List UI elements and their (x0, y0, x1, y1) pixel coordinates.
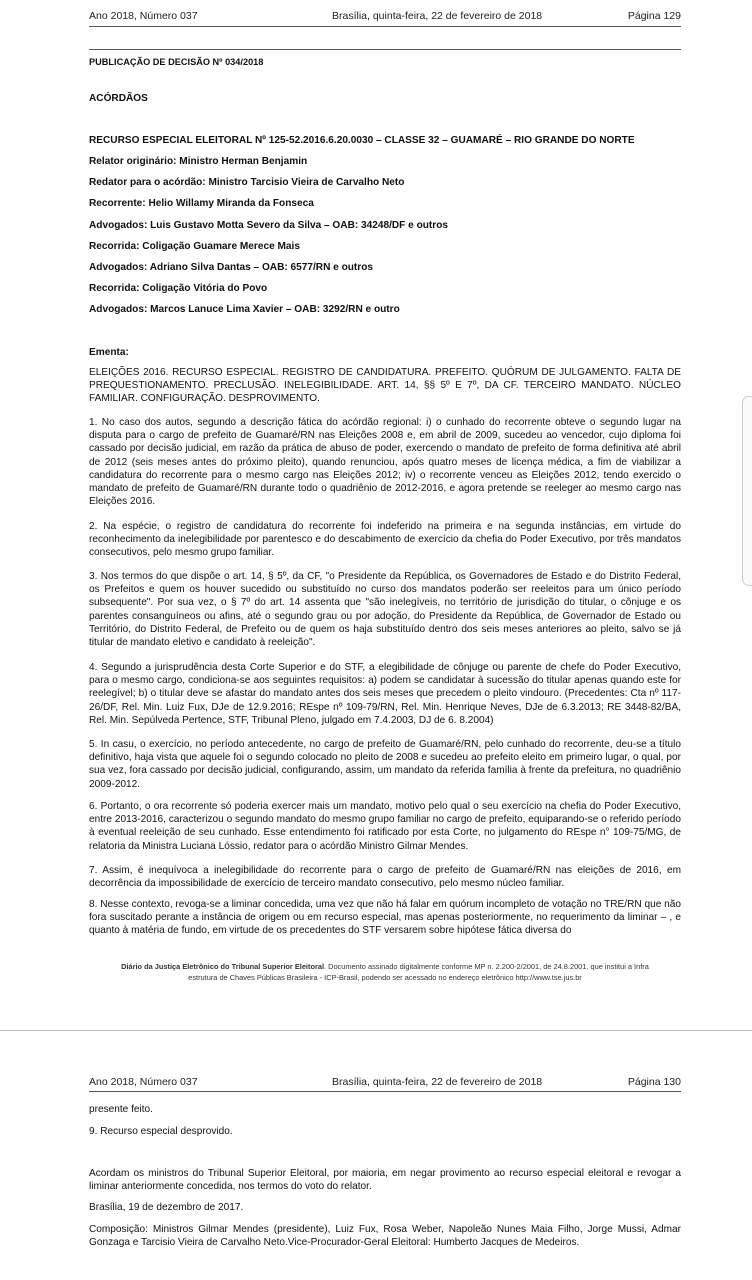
publication-title: PUBLICAÇÃO DE DECISÃO Nº 034/2018 (89, 57, 264, 67)
ementa-paragraph-1: 1. No caso dos autos, segundo a descrição fática do acórdão regional: i) o cunhado do recorrente obteve o segundo lugar na disputa para o cargo de prefeito de Guamaré/RN nas Eleições 2008 e, em abril de 2009, sucedeu ao vencedor, cujo diploma foi cassado por decisão judicial, em razão da prática de abuso de poder, exercendo o mandato de prefeito de forma definitiva até abril de 2012 (seis meses antes do próximo pleito), quando renunciou, após quatro meses de licença médica, a fim de viabilizar a candidatura do recorrente para o mesmo cargo nas Eleições 2012; iv) o recorrente venceu as Eleições 2012, tendo exercido o mandato de prefeito de Guamaré/RN durante todo o quadriênio de 2012-2016, e agora pretende se reeleger ao mesmo cargo nas Eleições 2016. (89, 417, 681, 508)
footer-journal-name: Diário da Justiça Eletrônico do Tribunal Superior Eleitoral (121, 962, 324, 971)
composition-paragraph: Composição: Ministros Gilmar Mendes (presidente), Luiz Fux, Rosa Weber, Napoleão Nunes Maia Filho, Jorge Mussi, Admar Gonzaga e Tarcisio Vieira de Carvalho Neto.Vice-Procurador-Geral Eleitoral: Humberto Jacques de Medeiros. (89, 1224, 681, 1249)
acordam-paragraph: Acordam os ministros do Tribunal Superior Eleitoral, por maioria, em negar provimento ao recurso especial eleitoral e revogar a liminar anteriormente concedida, nos termos do voto do relator. (89, 1168, 681, 1193)
footer-line-1 (95, 961, 675, 972)
ementa-paragraph-3: 3. Nos termos do que dispõe o art. 14, § 5º, da CF, "o Presidente da República, os Governadores de Estado e do Distrito Federal, os Prefeitos e quem os houver sucedido ou substituído no curso dos mandatos poderão ser reeleitos para um único período subsequente". Por sua vez, o § 7º do art. 14 assenta que "são inelegíveis, no território de jurisdição do titular, o cônjuge e os parentes consanguíneos ou afins, até o segundo grau ou por adoção, do Presidente da República, de Governador de Estado ou Território, do Distrito Federal, de Prefeito ou de quem os haja substituído dentro dos seis meses anteriores ao pleito, salvo se já titular de mandato eletivo e candidato à reeleição". (89, 571, 681, 649)
footer-line-2: estrutura de Chaves Públicas Brasileira - ICP-Brasil, podendo ser acessado no endereço eletrônico http://www.tse.jus.br (188, 973, 582, 982)
party-line: Recorrida: Coligação Guamare Merece Mais (89, 241, 300, 252)
ementa-paragraph-4: 4. Segundo a jurisprudência desta Corte Superior e do STF, a elegibilidade de cônjuge ou parente de chefe do Poder Executivo, para o mesmo cargo, condiciona-se aos seguintes requisitos: a) podem se candidatar à sucessão do titular apenas quando este for reelegível; b) o titular deve se afastar do mandato antes dos seis meses que precedem o pleito vindouro. (Precedentes: Cta nº 117-26/DF, Rel. Min. Luiz Fux, DJe de 12.9.2016; REspe nº 109-79/RN, Rel. Min. Henrique Neves, DJe de 6.3.2013; RE 3448-82/BA, Rel. Min. Sepúlveda Pertence, STF, Tribunal Pleno, julgado em 7.4.2003, DJ de 6. 8.2004) (89, 662, 681, 726)
party-line: Advogados: Luis Gustavo Motta Severo da Silva – OAB: 34248/DF e outros (89, 220, 448, 231)
ementa-paragraph-8: 8. Nesse contexto, revoga-se a liminar concedida, uma vez que não há falar em quórum incompleto de votação no TRE/RN que não fora suscitado perante a instância de origem ou em recurso especial, mas apenas posteriormente, no requerimento da liminar – , e quanto à matéria de fundo, em virtude de os precedentes do STF versarem sobre hipótese fática diversa do (89, 899, 681, 937)
page-130 (0, 1031, 752, 1280)
ementa-paragraph-5: 5. In casu, o exercício, no período antecedente, no cargo de prefeito de Guamaré/RN, pelo cunhado do recorrente, deu-se a título definitivo, haja vista que aquele foi o segundo colocado no pleito de 2008 e sucedeu ao prefeito eleito em primeiro lugar, o qual, por sua vez, fora cassado por decisão judicial, configurando, assim, um mandato da referida família à frente da prefeitura, no quadriênio 2009-2012. (89, 739, 681, 790)
decision-date: Brasília, 19 de dezembro de 2017. (89, 1202, 244, 1213)
party-line: Relator originário: Ministro Herman Benjamin (89, 156, 308, 167)
page-footer (95, 961, 675, 983)
footer-signature-note: . Documento assinado digitalmente conforme MP n. 2.200-2/2001, de 24.8.2001, que institui a Infra (324, 962, 649, 971)
header-rule-2 (89, 49, 681, 50)
ementa-label: Ementa: (89, 347, 129, 358)
party-line: Recorrida: Coligação Vitória do Povo (89, 283, 268, 294)
party-line: Advogados: Marcos Lanuce Lima Xavier – OAB: 3292/RN e outro (89, 304, 400, 315)
header-issue: Ano 2018, Número 037 (89, 1076, 198, 1088)
ementa-paragraph-7: 7. Assim, é inequívoca a inelegibilidade do recorrente para o cargo de prefeito de Guamaré/RN nas eleições de 2016, em decorrência da impossibilidade de exercício de terceiro mandato consecutivo, pelo mesmo núcleo familiar. (89, 865, 681, 890)
header-rule (89, 26, 681, 27)
header-rule (89, 1091, 681, 1092)
header-date: Brasília, quinta-feira, 22 de fevereiro de 2018 (332, 1076, 543, 1088)
party-line: Redator para o acórdão: Ministro Tarcisio Vieira de Carvalho Neto (89, 177, 405, 188)
section-title: ACÓRDÃOS (89, 93, 148, 104)
party-line: Recorrente: Helio Willamy Miranda da Fonseca (89, 198, 314, 209)
case-title: RECURSO ESPECIAL ELEITORAL Nº 125-52.2016.6.20.0030 – CLASSE 32 – GUAMARÉ – RIO GRANDE DO NORTE (89, 135, 635, 146)
ementa-paragraph-9: 9. Recurso especial desprovido. (89, 1126, 233, 1137)
header-page-number: Página 130 (627, 1076, 681, 1088)
header-issue: Ano 2018, Número 037 (89, 10, 198, 22)
header-page-number: Página 129 (627, 10, 681, 22)
scrollbar-handle[interactable] (742, 396, 752, 586)
continuation-text: presente feito. (89, 1104, 153, 1115)
ementa-summary: ELEIÇÕES 2016. RECURSO ESPECIAL. REGISTRO DE CANDIDATURA. PREFEITO. QUÓRUM DE JULGAMENTO. FALTA DE PREQUESTIONAMENTO. PRECLUSÃO. INELEGIBILIDADE. ART. 14, §§ 5º E 7º, DA CF. TERCEIRO MANDATO. NÚCLEO FAMILIAR. CONFIGURAÇÃO. DESPROVIMENTO. (89, 367, 681, 405)
party-line: Advogados: Adriano Silva Dantas – OAB: 6577/RN e outros (89, 262, 373, 273)
header-date: Brasília, quinta-feira, 22 de fevereiro de 2018 (332, 10, 543, 22)
ementa-paragraph-6: 6. Portanto, o ora recorrente só poderia exercer mais um mandato, motivo pelo qual o seu exercício na chefia do Poder Executivo, entre 2013-2016, caracterizou o segundo mandato do mesmo grupo familiar no cargo de prefeito, equiparando-se o referido período à eventual reeleição de seu cunhado. Esse entendimento foi ratificado por esta Corte, no julgamento do REspe n° 109-75/MG, de relatoria da Ministra Luciana Lóssio, redator para o acórdão Ministro Gilmar Mendes. (89, 801, 681, 852)
ementa-paragraph-2: 2. Na espécie, o registro de candidatura do recorrente foi indeferido na primeira e na segunda instâncias, em virtude do reconhecimento da inelegibilidade por parentesco e do descabimento de exercício da chefia do Poder Executivo, por três mandatos consecutivos, pelo mesmo grupo familiar. (89, 521, 681, 559)
